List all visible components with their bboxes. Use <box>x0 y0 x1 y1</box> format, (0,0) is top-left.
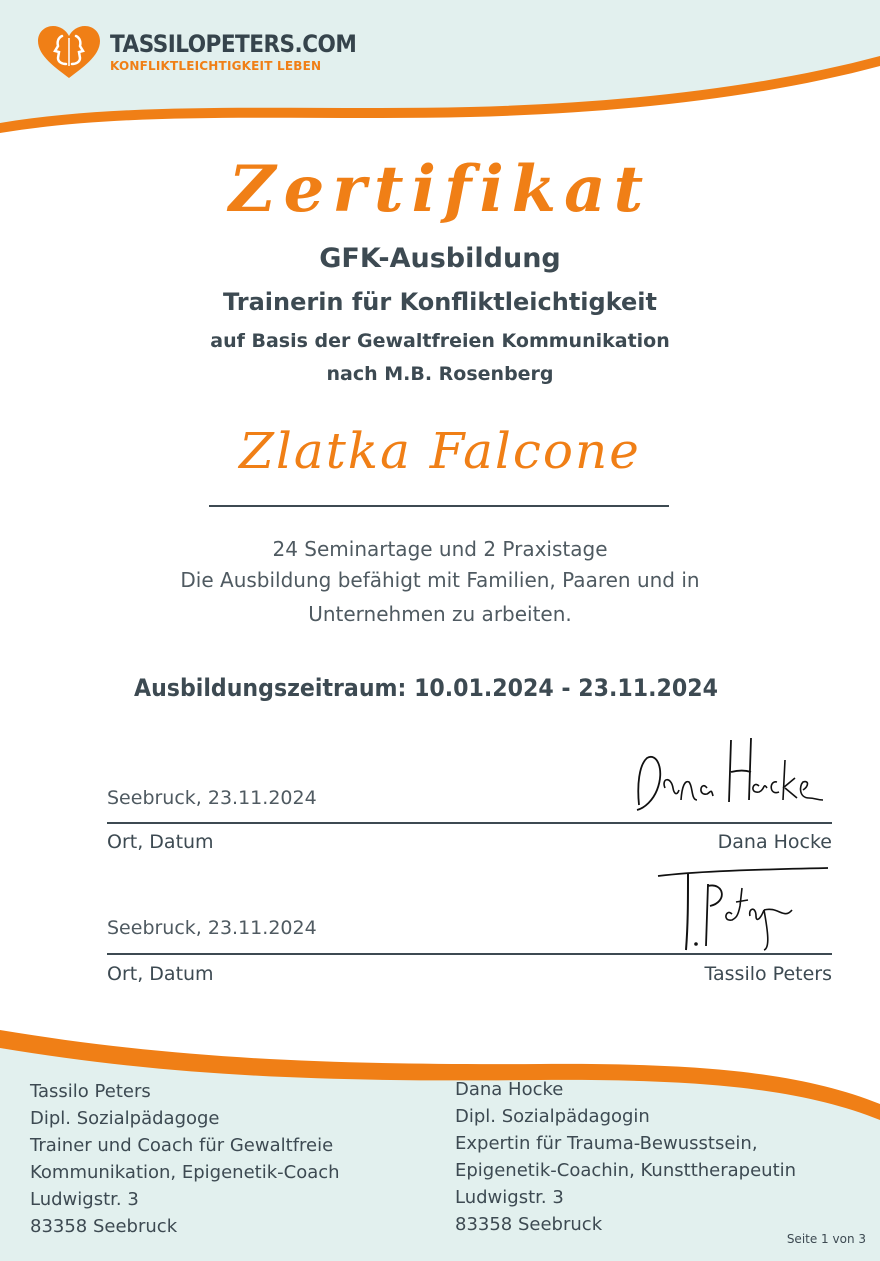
description-line: 24 Seminartage und 2 Praxistage <box>272 537 608 561</box>
contact-line: Epigenetik-Coachin, Kunsttherapeutin <box>455 1160 797 1181</box>
recipient-name: Zlatka Falcone <box>239 422 641 480</box>
place-date: Seebruck, 23.11.2024 <box>107 787 317 809</box>
signature-tassilo-peters <box>652 862 832 952</box>
logo-subtitle: KONFLIKTLEICHTIGKEIT LEBEN <box>110 59 322 73</box>
signature-dana-hocke <box>627 730 827 820</box>
contact-line: Kommunikation, Epigenetik-Coach <box>30 1162 340 1183</box>
page-number: Seite 1 von 3 <box>786 1232 866 1246</box>
certificate-title: Zertifikat <box>228 152 652 227</box>
place-date-label: Ort, Datum <box>107 963 214 985</box>
contact-line: Ludwigstr. 3 <box>30 1189 139 1210</box>
basis-text: auf Basis der Gewaltfreien Kommunikation <box>210 330 670 352</box>
signature-block-dana <box>107 730 832 860</box>
contact-line: Dipl. Sozialpädagogin <box>455 1106 650 1127</box>
signer-name: Tassilo Peters <box>704 963 832 985</box>
contact-line: 83358 Seebruck <box>30 1216 178 1237</box>
signature-block-tassilo <box>107 860 832 990</box>
course-name: GFK-Ausbildung <box>319 243 561 274</box>
logo-title: TASSILOPETERS.COM <box>110 30 357 58</box>
place-date: Seebruck, 23.11.2024 <box>107 917 317 939</box>
description-line: Unternehmen zu arbeiten. <box>308 602 572 626</box>
contact-line: Expertin für Trauma-Bewusstsein, <box>455 1133 758 1154</box>
contact-line: Dana Hocke <box>455 1079 564 1100</box>
signer-name: Dana Hocke <box>717 831 832 853</box>
contact-tassilo <box>30 1078 340 1240</box>
heart-faces-icon <box>36 24 102 80</box>
contact-line: 83358 Seebruck <box>455 1214 603 1235</box>
signature-line <box>107 953 832 955</box>
role-title: Trainerin für Konfliktleichtigkeit <box>223 288 657 316</box>
contact-line: Trainer und Coach für Gewaltfreie <box>30 1135 334 1156</box>
contact-line: Ludwigstr. 3 <box>455 1187 564 1208</box>
author-text: nach M.B. Rosenberg <box>326 363 554 385</box>
logo <box>36 24 384 80</box>
place-date-label: Ort, Datum <box>107 831 214 853</box>
contact-dana <box>455 1076 796 1238</box>
signature-line <box>107 822 832 824</box>
name-underline <box>209 505 669 507</box>
description-line: Die Ausbildung befähigt mit Familien, Paaren und in <box>180 568 700 592</box>
training-period: Ausbildungszeitraum: 10.01.2024 - 23.11.2024 <box>134 674 718 702</box>
contact-line: Dipl. Sozialpädagoge <box>30 1108 220 1129</box>
contact-line: Tassilo Peters <box>30 1081 151 1102</box>
